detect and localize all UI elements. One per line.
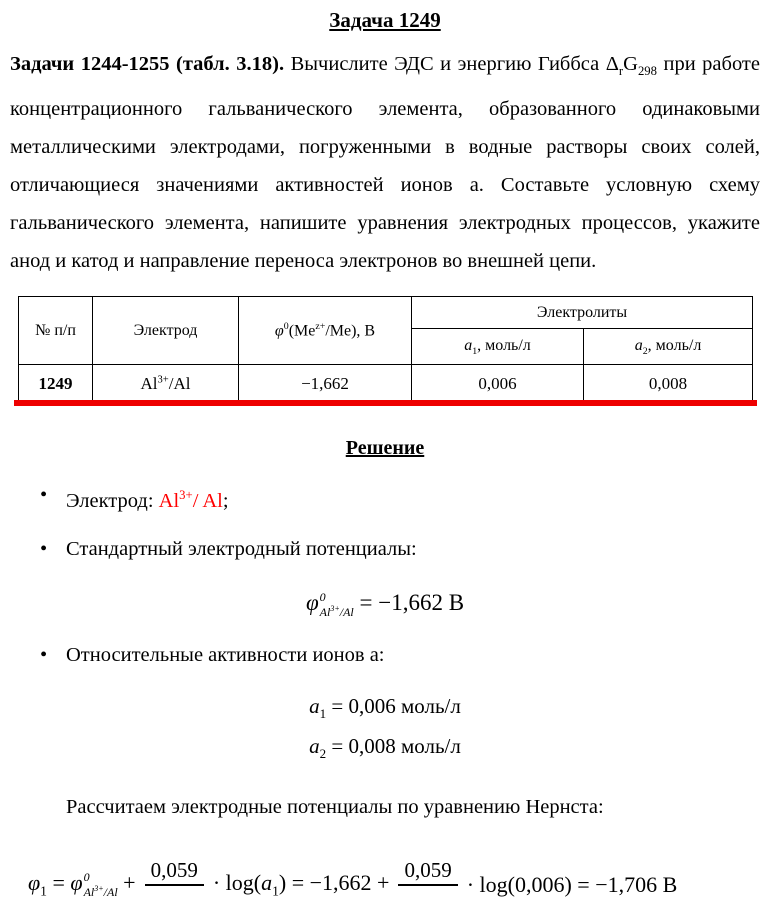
nernst-segment-lhs [28, 870, 136, 897]
phi1-symbol: φ [28, 869, 41, 895]
nernst-intro-paragraph: Рассчитаем электродные потенциалы по уравнению Нернста: [66, 796, 604, 819]
bullet-marker: • [40, 484, 48, 507]
phi-superscript: 0 [283, 320, 289, 332]
semicolon: ; [222, 489, 229, 512]
activities-inner [309, 690, 461, 770]
phi-superscript: 0 [319, 589, 326, 604]
bullet-activities [40, 642, 770, 668]
bullet-activities-text: Относительные активности ионов а: [66, 643, 385, 666]
fraction-1-denominator [159, 886, 189, 897]
formula-rhs: = −1,662 В [359, 590, 465, 616]
electrode-base: Al [140, 373, 158, 393]
intro-paragraph [10, 45, 760, 280]
activity-a1-line [309, 693, 461, 721]
a-symbol: a [261, 869, 273, 895]
nernst-segment-result: · log(0,006) = −1,706 В [466, 871, 678, 897]
electrode-label: Электрод: [66, 489, 159, 512]
phi-subscript-charge: 3+ [330, 604, 340, 614]
col-header-electrolytes-label: Электролиты [536, 303, 628, 321]
col-header-potential [239, 297, 412, 365]
delta-subscript: r [618, 64, 624, 79]
phi0-symbol: φ [70, 869, 83, 895]
solution-heading [0, 437, 770, 460]
col-header-num [19, 297, 93, 365]
phi-symbol: φ [305, 590, 319, 616]
intro-text-run: Вычислите ЭДС и энергию Гиббса Δ [284, 53, 619, 75]
page-title-text: Задача 1249 [329, 8, 441, 32]
potential-value: −1,662 [301, 373, 349, 393]
nernst-middle-run: ) = −1,662 + [278, 869, 390, 895]
col-header-electrolytes [412, 297, 753, 329]
phi-supsub [320, 590, 354, 620]
electrode-charge-superscript: 3+ [157, 373, 169, 385]
bullet-standard-potential [40, 536, 770, 562]
a1-unit: , моль/л [477, 336, 531, 354]
formula-nernst [28, 858, 677, 897]
log-operator: · log( [212, 869, 262, 895]
a1-subscript: 1 [472, 345, 478, 357]
electrode-red-tail: / Al [192, 489, 223, 512]
cell-a1-value [412, 365, 584, 403]
a1-symbol: a [464, 336, 473, 354]
phi-subscript-base: Al [319, 605, 331, 620]
bullet-electrode [40, 482, 770, 514]
plus-sign: + [123, 869, 136, 895]
phi0-supsub [84, 870, 118, 897]
phi1-subscript: 1 [40, 882, 47, 897]
page-title [0, 8, 770, 33]
fraction-2-denominator [413, 886, 443, 897]
equals-sign: = [52, 869, 65, 895]
a2-value: 0,008 [648, 373, 688, 393]
phi-subscript-tail: /Al [339, 605, 354, 620]
phi0-subscript-charge: 3+ [94, 884, 104, 894]
a2-symbol: a [634, 336, 643, 354]
a-subscript: 1 [272, 883, 279, 897]
activity-a2-line [309, 733, 461, 762]
fraction-2-numerator: 0,059 [398, 858, 457, 886]
col-header-a1 [412, 329, 584, 365]
a1-rhs: = 0,006 моль/л [331, 693, 461, 718]
table-section [18, 296, 752, 403]
electrode-tail: /Al [168, 373, 191, 393]
solution-heading-text: Решение [345, 437, 425, 460]
phi-subscript [320, 604, 354, 619]
phi0-subscript-base: Al [83, 885, 95, 897]
phi-symbol: φ [274, 322, 284, 340]
bullet-marker: • [40, 643, 48, 666]
intro-bold-lead: Задачи 1244-1255 (табл. 3.18). [10, 53, 285, 75]
potential-text-run: /Me), В [325, 322, 376, 340]
charge-superscript: z+ [315, 320, 326, 332]
col-header-num-label: № п/п [35, 321, 76, 339]
electrode-value-red [159, 490, 223, 512]
phi0-subscript [84, 884, 118, 897]
a2-rhs: = 0,008 моль/л [331, 733, 461, 758]
a2-subscript: 2 [642, 345, 648, 357]
col-header-electrode [93, 297, 239, 365]
bullet-electrode-text [66, 482, 229, 514]
a1-subscript: 1 [319, 705, 327, 721]
fraction-1 [145, 858, 204, 897]
bullet-standard-potential-text: Стандартный электродный потенциалы: [66, 537, 417, 560]
bullet-marker: • [40, 537, 48, 560]
gibbs-symbol: G [623, 53, 638, 75]
table-data-row [19, 365, 753, 403]
fraction-2 [398, 858, 457, 897]
col-header-electrode-label: Электрод [133, 321, 198, 339]
phi0-superscript: 0 [83, 869, 90, 884]
red-underline [14, 400, 757, 406]
col-header-a2 [584, 329, 753, 365]
nernst-segment-log1 [213, 870, 390, 897]
a1-value: 0,006 [478, 373, 517, 393]
a2-symbol: a [309, 733, 320, 758]
potential-text-run: (Me [288, 322, 316, 340]
gibbs-subscript: 298 [637, 64, 658, 79]
intro-text-run: при работе концентрационного гальванического элемента, образованного одинаковыми металлическими электродами, погруженными в водные растворы своих солей, отличающиеся значениями активностей ионов а. Составьте условную схему гальванического элемента, напишите уравнения электродных процессов, укажите анод и катод и направление переноса электронов во внешней цепи. [10, 53, 760, 273]
formula-standard-potential [0, 590, 770, 620]
problem-table [18, 296, 753, 403]
table-header-row-1 [19, 297, 753, 329]
a2-unit: , моль/л [647, 336, 702, 354]
cell-problem-number [19, 365, 93, 403]
a2-subscript: 2 [319, 746, 327, 762]
a1-symbol: a [309, 693, 320, 718]
cell-potential-value [239, 365, 412, 403]
fraction-1-numerator: 0,059 [145, 858, 204, 886]
cell-a2-value [584, 365, 753, 403]
electrode-red-superscript: 3+ [179, 488, 193, 503]
electrode-red-base: Al [158, 489, 180, 512]
cell-electrode [93, 365, 239, 403]
phi0-subscript-tail: /Al [103, 885, 118, 897]
problem-number: 1249 [38, 373, 73, 393]
activities-formulas [0, 690, 770, 770]
